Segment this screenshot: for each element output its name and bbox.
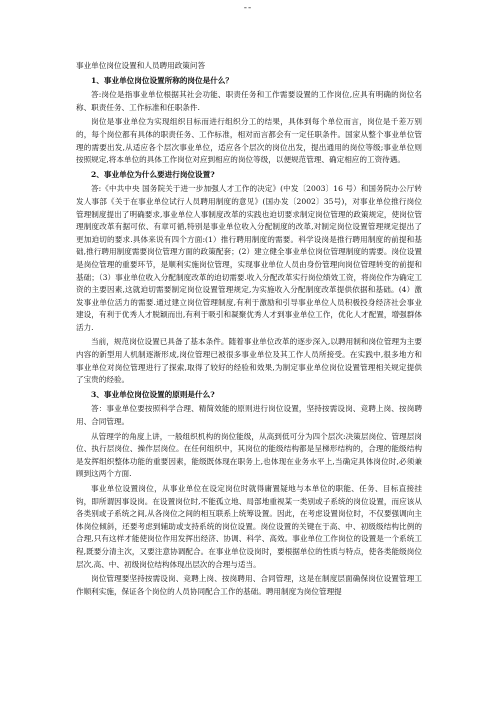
page-header-mark: -- bbox=[243, 3, 253, 13]
question-2: 2、事业单位为什么要进行岗位设置? bbox=[91, 169, 215, 179]
document-body bbox=[76, 60, 422, 600]
answer-3-paragraph-1: 答：事业单位要按照科学合理、精简效能的原则进行岗位设置，坚持按需设岗、竞聘上岗、按岗聘用、合同管理。 bbox=[76, 404, 422, 427]
question-1: 1、事业单位岗位设置所称的岗位是什么？ bbox=[91, 75, 233, 85]
answer-3-paragraph-2: 从管理学的角度上讲，一般组织机构的岗位能级，从高到低可分为四个层次:决策层岗位、管理层岗位、执行层岗位、操作层岗位。在任何组织中，其岗位的能级结构都是呈梯形结构的，合理的能级结构是发挥组织整体功能的重要因素，能级既体现在职务上,也体现在业务水平上,当确定具体岗位时,必须兼顾到这两个方面. bbox=[76, 431, 422, 479]
answer-1-paragraph-1: 答:岗位是指事业单位根据其社会功能、职责任务和工作需要设置的工作岗位,应具有明确的岗位名称、职责任务、工作标准和任职条件. bbox=[76, 90, 422, 112]
answer-2-paragraph-2: 当前，规范岗位设置已具备了基本条件。随着事业单位改革的逐步深入,以聘用制和岗位管理为主要内容的新型用人机制逐渐形成,岗位管理已被很多事业单位及其工作人员所接受。在实践中,很多地方和事业单位对岗位管理进行了探索,取得了较好的经验和效果,为制定事业单位岗位设置管理相关规定提供了宝贵的经验。 bbox=[76, 337, 422, 385]
document-title: 事业单位岗位设置和人员聘用政策问答 bbox=[76, 61, 206, 70]
answer-2-paragraph-1: 答:《中共中央 国务院关于进一步加强人才工作的决定》(中发〔2003〕16 号）和国务院办公厅转发人事部《关于在事业单位试行人员聘用制度的意见》(国办发〔2002〕35号)，对事业单位推行岗位管理制度提出了明确要求,事业单位人事制度改革的实践也迫切要求制定岗位管理的政策规定，使岗位管理制度改革有据可依、有章可循,特别是事业单位收入分配制度的改革,对制定岗位设置管理规定提出了更加迫切的要求.具体来说有四个方面:(1）推行聘用制度的需要。科学设岗是推行聘用制度的前提和基础,推行聘用制度需要岗位管理方面的政策配套；(2）建立健全事业单位岗位管理制度的需要。岗位设置是岗位管理的重要环节，是顺利实施岗位管理，实现事业单位人员由身份管理向岗位管理转变的前提和基础；（3）事业单位收入分配制度改革的迫切需要.收入分配改革实行岗位绩效工资，将岗位作为确定工资的主要因素,这就迫切需要制定岗位设置管理规定,为实施收入分配制度改革提供依据和基础。(4）激发事业单位活力的需要.通过建立岗位管理制度,有利于激励和引导事业单位人员积极投身经济社会事业建设，有利于优秀人才脱颖而出,有利于吸引和凝聚优秀人才到事业单位工作，优化人才配置，增强群体活力. bbox=[76, 184, 422, 332]
answer-3-paragraph-3: 事业单位设置岗位，从事业单位在设定岗位时就得庸置疑地与本单位的职能、任务、目标直接挂钩，即所谓因事设岗。在设置岗位时,不能孤立地、局部地重视某一类别或子系统的岗位设置，而应该从各类别或子系统之间,从各岗位之间的相互联系上统筹设置。因此，在考虑设置岗位时，不仅要强调向主体岗位倾斜，还要考虑到辅助或支持系统的岗位设置。岗位设置的关键在于高、中、初级级结构比例的合理,只有这样才能使岗位作用发挥出经济、协调、科学、高效。事业单位工作岗位的设置是一个系统工程,既要分清主次，又要注意协调配合。在事业单位设岗时，要根据单位的性质与特点，使各类能级岗位层次,高、中、初级岗位结构体现出层次的合理与适当。 bbox=[76, 484, 422, 569]
question-3: 3、事业单位岗位设置的原则是什么? bbox=[91, 389, 215, 399]
answer-3-paragraph-4: 岗位管理要坚持按需设岗、竞聘上岗、按岗聘用、合同管理，这是在制度层面确保岗位设置管理工作顺利实施，保证各个岗位的人员协同配合工作的基础。聘用制度为岗位管理提 bbox=[76, 574, 422, 596]
answer-1-paragraph-2: 岗位是事业单位为实现组织目标而进行组织分工的结果，具体到每个单位而言，岗位是千差万别的，每个岗位都有具体的职责任务、工作标准，相对而言都会有一定任职条件。国家从整个事业单位管理的需要出发,从适应各个层次事业单位，适应各个层次的岗位出发，提出通用的岗位等级;事业单位则按照规定,将本单位的具体工作岗位对应到相应的岗位等级，以便规范管理、确定相应的工资待遇。 bbox=[76, 117, 422, 165]
